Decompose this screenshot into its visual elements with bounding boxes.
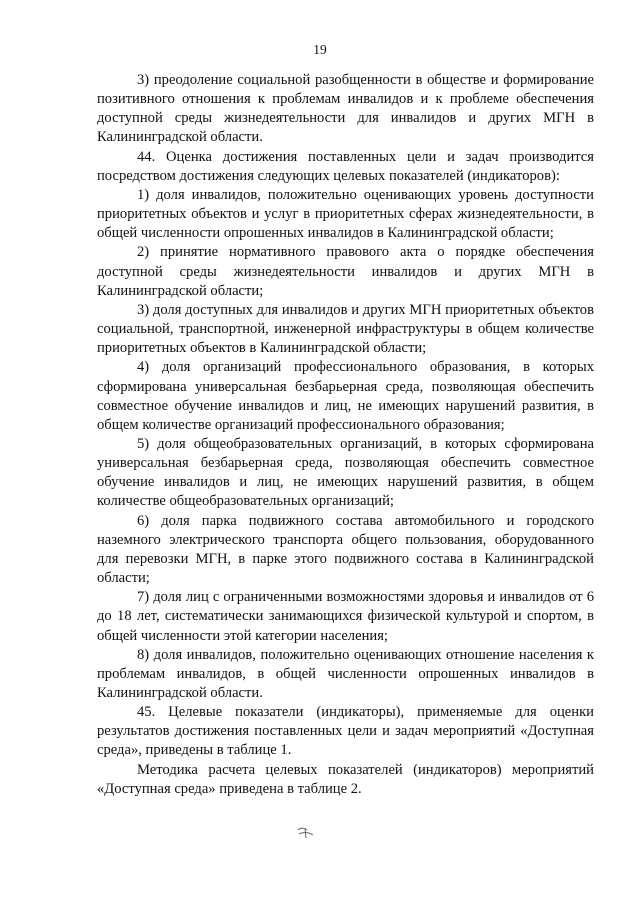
indicator-item-8: 8) доля инвалидов, положительно оценивающих отношение населения к проблемам инвалидов, в общей численности опрошенных инвалидов в Калининградской области. [97,646,594,701]
indicator-item-7: 7) доля лиц с ограниченными возможностями здоровья и инвалидов от 6 до 18 лет, систематически занимающихся физической культурой и спортом, в общей численности этой категории населения; [97,589,594,644]
indicator-item-6: 6) доля парка подвижного состава автомобильного и городского наземного электрического транспорта общего пользования, оборудованного для перевозки МГН, в парке этого подвижного состава в Калининградской области; [97,512,594,587]
paragraph-45: 45. Целевые показатели (индикаторы), применяемые для оценки результатов достижения поставленных цели и задач мероприятий «Доступная среда», приведены в таблице 1. [97,704,594,759]
handwritten-mark-icon [296,826,316,840]
methodology-paragraph: Методика расчета целевых показателей (индикаторов) мероприятий «Доступная среда» приведена в таблице 2. [97,761,594,797]
paragraph-44: 44. Оценка достижения поставленных цели и задач производится посредством достижения следующих целевых показателей (индикаторов): [97,148,594,184]
page-number: 19 [313,42,327,57]
indicator-item-3: 3) доля доступных для инвалидов и других МГН приоритетных объектов социальной, транспортной, инженерной инфраструктуры в общем количестве приоритетных объектов в Калининградской области; [97,301,594,357]
paragraph-item-3: 3) преодоление социальной разобщенности в обществе и формирование позитивного отношения к проблемам инвалидов и к проблеме обеспечения доступной среды жизнедеятельности для инвалидов и других МГН в Калининградской области. [97,72,594,146]
indicator-item-5: 5) доля общеобразовательных организаций, в которых сформирована универсальная безбарьерная среда, позволяющая обеспечить совместное обучение инвалидов и лиц, не имеющих нарушений развития, в общем количестве общеобразовательных организаций; [97,435,594,510]
indicator-item-1: 1) доля инвалидов, положительно оценивающих уровень доступности приоритетных объектов и услуг в приоритетных сферах жизнедеятельности, в общей численности опрошенных инвалидов в Калининградской области; [97,186,594,242]
indicator-item-2: 2) принятие нормативного правового акта о порядке обеспечения доступной среды жизнедеятельности инвалидов и других МГН в Калининградской области; [97,244,594,299]
document-body [97,71,594,799]
indicator-item-4: 4) доля организаций профессионального образования, в которых сформирована универсальная безбарьерная среда, позволяющая обеспечить совместное обучение инвалидов и лиц, не имеющих нарушений развития, в общем количестве организаций профессионального образования; [97,359,594,433]
